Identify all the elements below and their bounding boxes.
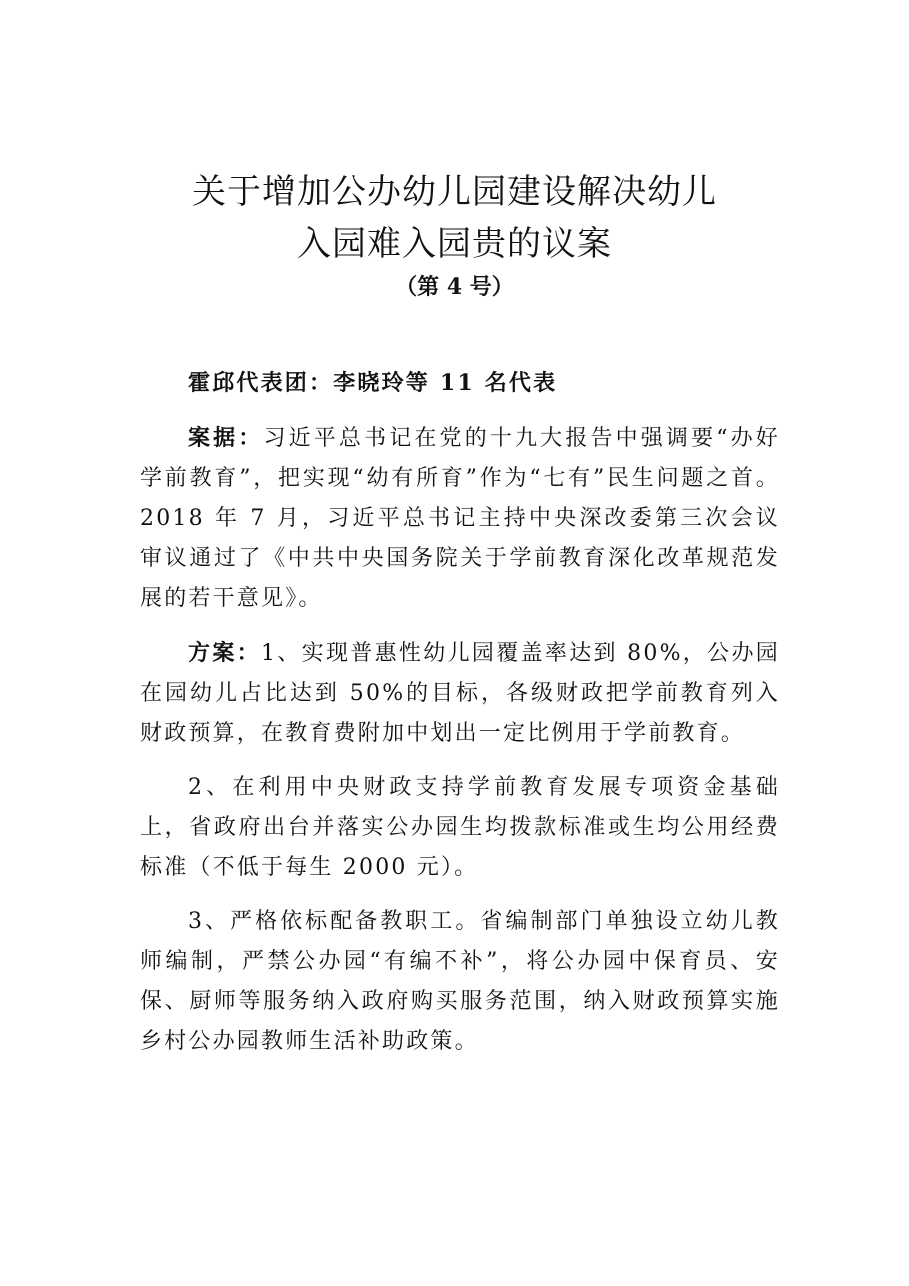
document-title-line2: 入园难入园贵的议案: [297, 224, 612, 264]
basis-label: 案据：: [188, 425, 264, 451]
plan-paragraph-1: [140, 633, 780, 754]
plan-label: 方案：: [188, 640, 261, 666]
basis-text: 习近平总书记在党的十九大报告中强调要“办好学前教育”，把实现“幼有所育”作为“七有”民生问题之首。2018 年 7 月，习近平总书记主持中央深改委第三次会议审议通过了《中共中央国务院关于学前教育深化改革规范发展的若干意见》。: [140, 426, 780, 611]
plan-paragraph-2: [140, 768, 780, 888]
document-number: （第 4 号）: [395, 274, 514, 300]
plan-item-1: 1、实现普惠性幼儿园覆盖率达到 80%，公办园在园幼儿占比达到 50%的目标，各级财政把学前教育列入财政预算，在教育费附加中划出一定比例用于学前教育。: [140, 641, 780, 746]
delegation-text: 霍邱代表团：李晓玲等 11 名代表: [188, 370, 558, 396]
document-body: [140, 363, 780, 1076]
plan-item-2: 2、在利用中央财政支持学前教育发展专项资金基础上，省政府出台并落实公办园生均拨款标准或生均公用经费标准（不低于每生 2000 元）。: [140, 775, 780, 880]
delegation-line: [140, 363, 780, 404]
basis-paragraph: [140, 418, 780, 619]
document-title-line1: 关于增加公办幼儿园建设解决幼儿: [192, 172, 717, 212]
plan-paragraph-3: [140, 902, 780, 1062]
plan-item-3: 3、严格依标配备教职工。省编制部门单独设立幼儿教师编制，严禁公办园“有编不补”，将公办园中保育员、安保、厨师等服务纳入政府购买服务范围，纳入财政预算实施乡村公办园教师生活补助政策。: [140, 909, 780, 1054]
